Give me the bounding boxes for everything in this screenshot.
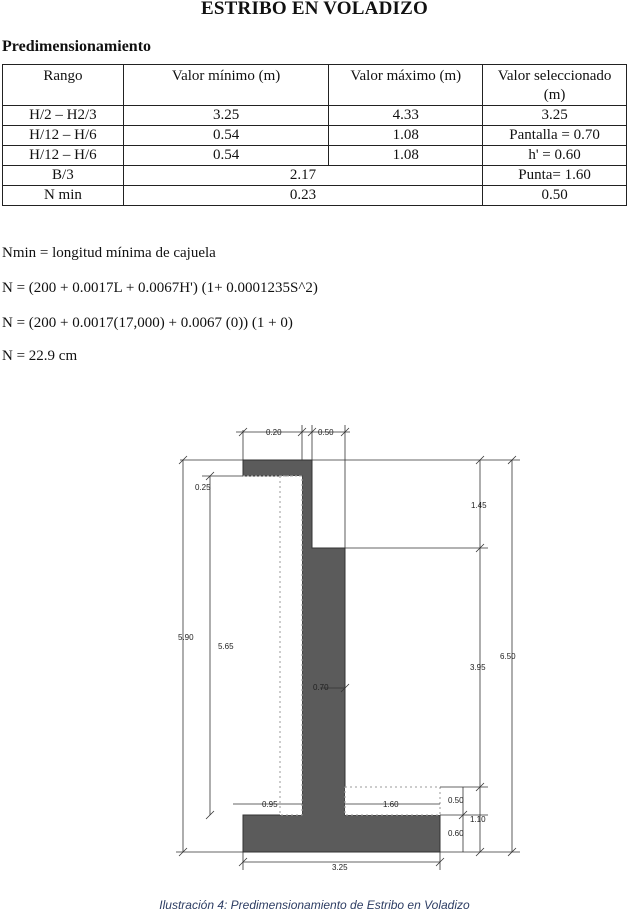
table-cell: 0.23 <box>123 186 482 206</box>
formula-nmin-definition: Nmin = longitud mínima de cajuela <box>2 245 216 261</box>
table-row <box>3 166 627 186</box>
table-cell: 3.25 <box>483 106 627 126</box>
table-cell: B/3 <box>3 166 124 186</box>
table-cell: 3.25 <box>123 106 329 126</box>
table-cell: 0.54 <box>123 146 329 166</box>
section-heading: Predimensionamiento <box>2 38 152 55</box>
dim-label-total-left: 5.90 <box>178 633 194 642</box>
page-title: ESTRIBO EN VOLADIZO <box>201 0 428 19</box>
dim-label-lower-right: 1.10 <box>470 815 486 824</box>
dim-label-total-right: 6.50 <box>500 652 516 661</box>
dim-label-inner-left: 5.65 <box>218 642 234 651</box>
dim-label-upper-right: 1.45 <box>471 501 487 510</box>
table-cell: Pantalla = 0.70 <box>483 126 627 146</box>
dim-label-toe: 1.60 <box>383 800 399 809</box>
table-cell: H/2 – H2/3 <box>3 106 124 126</box>
table-cell: 4.33 <box>329 106 483 126</box>
abutment-drawing <box>170 420 530 880</box>
table-cell: 1.08 <box>329 126 483 146</box>
table-row <box>3 126 627 146</box>
dim-label-stem-width: 0.70 <box>313 683 329 692</box>
formula-n-result: N = 22.9 cm <box>2 348 78 364</box>
dim-label-seat: 0.50 <box>448 796 464 805</box>
table-cell: 2.17 <box>123 166 482 186</box>
backfill-zone <box>280 476 302 815</box>
header-valor-maximo: Valor máximo (m) <box>329 65 483 106</box>
table-cell: 1.08 <box>329 146 483 166</box>
header-rango: Rango <box>3 65 124 106</box>
dim-label-top-right: 0.50 <box>318 428 334 437</box>
table-cell: Punta= 1.60 <box>483 166 627 186</box>
dim-label-top-left: 0.20 <box>266 428 282 437</box>
table-row <box>3 186 627 206</box>
formula-n-general: N = (200 + 0.0017L + 0.0067H') (1+ 0.0001235S^2) <box>2 280 318 296</box>
formula-n-substituted: N = (200 + 0.0017(17,000) + 0.0067 (0)) (1 + 0) <box>2 315 293 331</box>
figure-caption: Ilustración 4: Predimensionamiento de Estribo en Voladizo <box>159 898 470 912</box>
header-valor-minimo: Valor mínimo (m) <box>123 65 329 106</box>
dim-label-mid-right: 3.95 <box>470 663 486 672</box>
table-header-row <box>3 65 627 106</box>
dim-label-backwall-height: 0.25 <box>195 483 211 492</box>
dim-label-footing: 0.60 <box>448 829 464 838</box>
table-cell: 0.50 <box>483 186 627 206</box>
table-row <box>3 106 627 126</box>
table-cell: H/12 – H/6 <box>3 126 124 146</box>
dim-label-base: 3.25 <box>332 863 348 872</box>
table-cell: 0.54 <box>123 126 329 146</box>
table-cell: H/12 – H/6 <box>3 146 124 166</box>
table-cell: h' = 0.60 <box>483 146 627 166</box>
table-cell: N min <box>3 186 124 206</box>
header-valor-seleccionado: Valor seleccionado (m) <box>483 65 627 106</box>
predimension-table <box>2 64 627 206</box>
table-row <box>3 146 627 166</box>
dim-label-heel: 0.95 <box>262 800 278 809</box>
